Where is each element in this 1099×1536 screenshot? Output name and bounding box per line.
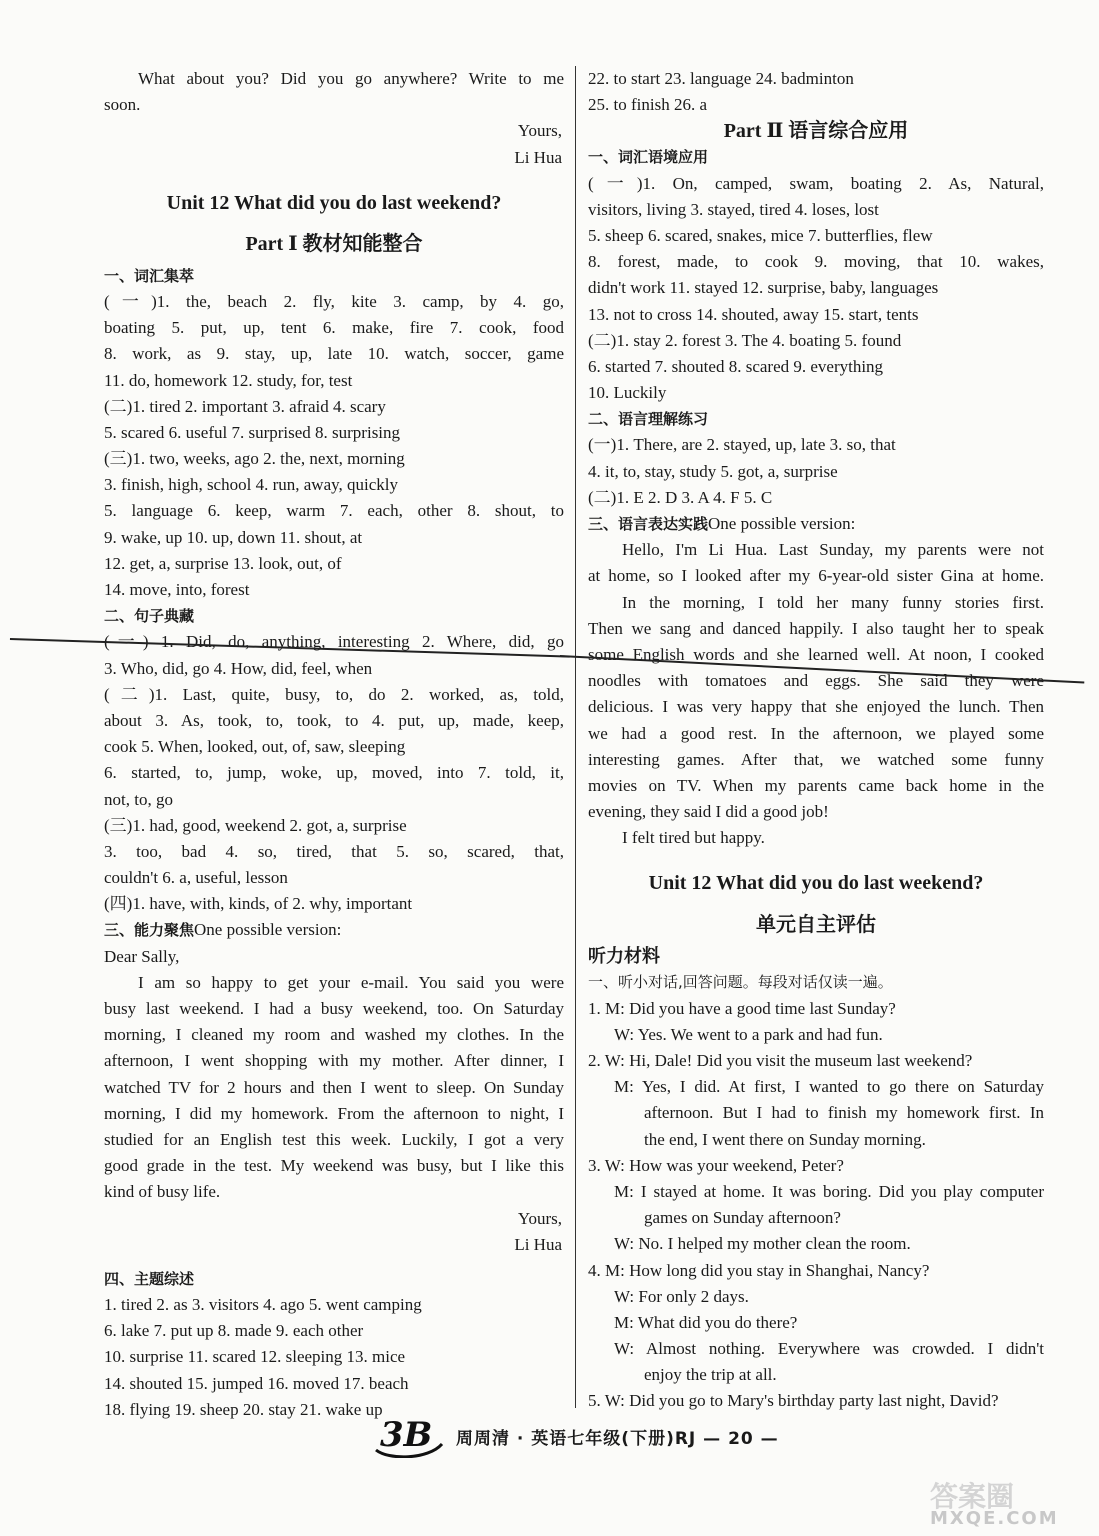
letter-line: watched TV for 2 hours and then I went to sleep. On Sunday [104, 1077, 564, 1097]
essay-line: Hello, I'm Li Hua. Last Sunday, my parents were not [622, 540, 1044, 560]
essay-line: I felt tired but happy. [622, 828, 765, 848]
answer-line: 3. Who, did, go 4. How, did, feel, when [104, 658, 373, 678]
section-title: 一、词汇集萃 [104, 266, 195, 285]
answer-line: (一)1. the, beach 2. fly, kite 3. camp, by 4. go, [104, 291, 564, 311]
watermark-logo-text: 答案圈 [930, 1480, 1015, 1513]
essay-line: some English words and she learned well. At noon, I cooked [588, 644, 1044, 664]
part-title: Part Ⅱ 语言综合应用 [723, 120, 909, 143]
letter-line: morning, I did my homework. From the afternoon to night, I [104, 1103, 564, 1123]
answer-line: 6. started, to, jump, woke, up, moved, into 7. told, it, [104, 763, 564, 783]
letter-signature: Li Hua [514, 1234, 562, 1254]
essay-line: at home, so I looked after my 6-year-old sister Gina at home. [588, 566, 1044, 586]
answer-line: (二)1. stay 2. forest 3. The 4. boating 5. found [588, 330, 902, 350]
dialog-line: 3. W: How was your weekend, Peter? [588, 1155, 844, 1175]
answer-line: boating 5. put, up, tent 6. make, fire 7. cook, food [104, 318, 564, 338]
answer-line: (一) 1. Did, do, anything, interesting 2. Where, did, go [104, 632, 564, 652]
column-divider [575, 66, 576, 1408]
dialog-line: W: Almost nothing. Everywhere was crowded. I didn't [614, 1339, 1044, 1359]
answer-line: (一)1. On, camped, swam, boating 2. As, Natural, [588, 173, 1044, 193]
essay-line: evening, they said I did a good job! [588, 802, 829, 822]
dialog-line: 4. M: How long did you stay in Shanghai, Nancy? [588, 1260, 930, 1280]
dialog-line: 5. W: Did you go to Mary's birthday party last night, David? [588, 1391, 999, 1411]
section-title: 二、句子典藏 [104, 607, 195, 626]
footer-text: 周周清 · 英语七年级(下册)RJ — 20 — [456, 1429, 779, 1449]
dialog-line: M: I stayed at home. It was boring. Did you play computer [614, 1181, 1044, 1201]
assessment-title: 单元自主评估 [756, 914, 876, 937]
letter-line: What about you? Did you go anywhere? Write to me [138, 69, 564, 88]
page-footer [0, 1410, 1099, 1460]
publisher-logo-icon [370, 1414, 448, 1458]
answer-line: 8. forest, made, to cook 9. moving, that 10. wakes, [588, 252, 1044, 272]
answer-line: didn't work 11. stayed 12. surprise, baby, languages [588, 278, 939, 298]
answer-line: 4. it, to, stay, study 5. got, a, surprise [588, 461, 838, 481]
essay-line: we had a good rest. In the afternoon, we played some [588, 723, 1044, 743]
answer-line: (二)1. tired 2. important 3. afraid 4. scary [104, 396, 386, 416]
section-note: One possible version: [708, 514, 856, 533]
letter-line: I am so happy to get your e-mail. You said you were [138, 972, 564, 992]
answer-line: 5. scared 6. useful 7. surprised 8. surprising [104, 422, 401, 442]
section-title: 二、语言理解练习 [588, 410, 709, 429]
answer-line: 22. to start 23. language 24. badminton [588, 69, 854, 88]
essay-line: In the morning, I told her many funny stories first. [622, 592, 1044, 612]
dialog-line: games on Sunday afternoon? [644, 1208, 841, 1228]
answer-line: 9. wake, up 10. up, down 11. shout, at [104, 527, 363, 547]
answer-line: 10. surprise 11. scared 12. sleeping 13. mice [104, 1347, 406, 1367]
answer-line: (二)1. E 2. D 3. A 4. F 5. C [588, 487, 773, 507]
answer-line: 3. finish, high, school 4. run, away, quickly [104, 475, 398, 495]
answer-line: 6. lake 7. put up 8. made 9. each other [104, 1321, 364, 1341]
answer-line: (三)1. two, weeks, ago 2. the, next, morning [104, 449, 405, 469]
answer-line: visitors, living 3. stayed, tired 4. loses, lost [588, 199, 879, 219]
dialog-line: W: For only 2 days. [614, 1286, 749, 1306]
letter-line: good grade in the test. My weekend was busy, but I like this [104, 1156, 564, 1176]
letter-line: kind of busy life. [104, 1182, 221, 1202]
answer-line: 25. to finish 26. a [588, 95, 707, 115]
answer-line: 11. do, homework 12. study, for, test [104, 370, 353, 390]
answer-line: 13. not to cross 14. shouted, away 15. start, tents [588, 304, 919, 324]
answer-line: 1. tired 2. as 3. visitors 4. ago 5. went camping [104, 1295, 422, 1315]
section-title-text: 三、语言表达实践 [588, 515, 709, 533]
dialog-line: afternoon. But I had to finish my homework first. In [644, 1103, 1044, 1123]
answer-line: (二)1. Last, quite, busy, to, do 2. worked, as, told, [104, 684, 564, 704]
letter-signoff: Yours, [517, 1208, 562, 1228]
answer-line: about 3. As, took, to, took, to 4. put, up, made, keep, [104, 710, 564, 730]
dialog-line: 1. M: Did you have a good time last Sunday? [588, 998, 896, 1018]
dialog-line: M: Yes, I did. At first, I wanted to go there on Saturday [614, 1077, 1044, 1097]
right-column [588, 66, 1044, 1415]
answer-line: 5. sheep 6. scared, snakes, mice 7. butterflies, flew [588, 225, 933, 245]
answer-line: not, to, go [104, 789, 173, 809]
answer-line: 10. Luckily [588, 383, 667, 403]
section-title [104, 917, 564, 943]
answer-line: 12. get, a, surprise 13. look, out, of [104, 553, 342, 573]
answer-line: couldn't 6. a, useful, lesson [104, 868, 288, 888]
listening-title: 听力材料 [588, 946, 660, 968]
letter-line: soon. [104, 95, 141, 115]
part-title: Part Ⅰ 教材知能整合 [245, 232, 423, 255]
left-column [104, 66, 564, 1423]
dialog-line: the end, I went there on Sunday morning. [644, 1129, 926, 1149]
unit-title: Unit 12 What did you do last weekend? [648, 872, 984, 895]
section-title-text: 三、能力聚焦 [104, 921, 195, 940]
essay-line: delicious. I was very happy that she enjoyed the lunch. Then [588, 697, 1044, 717]
logo-text: 3B [380, 1415, 433, 1455]
answer-line: (三)1. had, good, weekend 2. got, a, surprise [104, 815, 407, 835]
answer-line: 5. language 6. keep, warm 7. each, other 8. shout, to [104, 501, 564, 521]
answer-line: 18. flying 19. sheep 20. stay 21. wake up [104, 1399, 383, 1419]
dialog-line: W: Yes. We went to a park and had fun. [614, 1024, 883, 1044]
answer-line: (四)1. have, with, kinds, of 2. why, important [104, 894, 413, 914]
dialog-line: enjoy the trip at all. [644, 1365, 777, 1385]
letter-signoff: Yours, [517, 121, 562, 141]
dialog-line: 2. W: Hi, Dale! Did you visit the museum last weekend? [588, 1051, 973, 1070]
answer-line: (一)1. There, are 2. stayed, up, late 3. so, that [588, 435, 896, 455]
letter-line: morning, I cleaned my room and washed my clothes. In the [104, 1025, 564, 1045]
answer-line: 6. started 7. shouted 8. scared 9. everything [588, 356, 884, 376]
answer-line: 8. work, as 9. stay, up, late 10. watch, soccer, game [104, 344, 564, 364]
unit-title: Unit 12 What did you do last weekend? [166, 191, 502, 214]
essay-line: Then we sang and danced happily. I also taught her to speak [588, 618, 1044, 638]
letter-line: studied for an English test this week. Luckily, I got a very [104, 1129, 564, 1149]
section-title [588, 511, 1044, 537]
dialog-line: W: No. I helped my mother clean the room. [614, 1234, 911, 1254]
listening-instructions: 一、听小对话,回答问题。每段对话仅读一遍。 [588, 973, 893, 992]
salutation: Dear Sally, [104, 946, 180, 966]
answer-line: 3. too, bad 4. so, tired, that 5. so, scared, that, [104, 841, 564, 861]
letter-signature: Li Hua [514, 147, 562, 167]
letter-line: busy last weekend. I had a busy weekend, too. On Saturday [104, 999, 564, 1018]
dialog-line: M: What did you do there? [614, 1312, 798, 1332]
section-title: 一、词汇语境应用 [588, 148, 709, 167]
essay-line: interesting games. After that, we watched some funny [588, 749, 1044, 769]
section-title: 四、主题综述 [104, 1269, 195, 1288]
answer-line: 14. shouted 15. jumped 16. moved 17. beach [104, 1373, 409, 1393]
answer-line: cook 5. When, looked, out, of, saw, sleeping [104, 737, 406, 757]
essay-line: noodles with tomatoes and eggs. She said they were [588, 671, 1044, 691]
watermark-text: MXQE.COM [930, 1508, 1059, 1529]
essay-line: movies on TV. When my parents came back home in the [588, 775, 1044, 795]
section-note: One possible version: [194, 920, 342, 940]
answer-line: 14. move, into, forest [104, 580, 250, 599]
letter-line: afternoon, I went shopping with my mother. After dinner, I [104, 1051, 564, 1071]
